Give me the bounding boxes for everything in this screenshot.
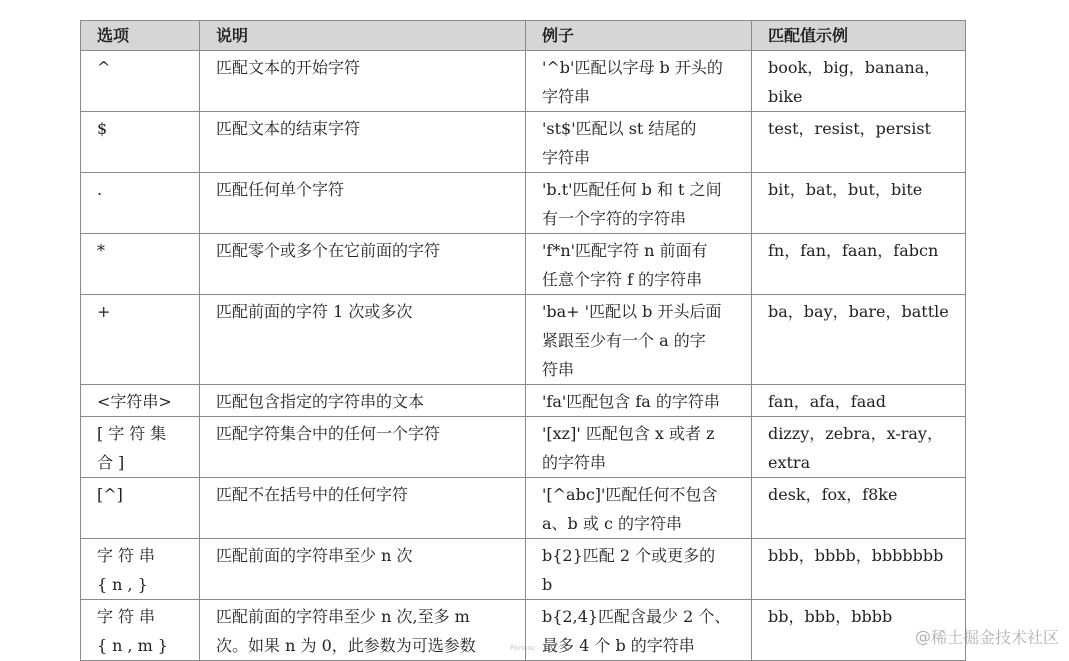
- description-cell: 匹配包含指定的字符串的文本: [200, 385, 526, 417]
- example-cell: '^b'匹配以字母 b 开头的 字符串: [526, 51, 752, 112]
- watermark-text: 稀土掘金技术社区: [930, 628, 1059, 647]
- table-row: [81, 112, 966, 173]
- table-row: [81, 385, 966, 417]
- description-cell: 匹配前面的字符串至少 n 次,至多 m 次。如果 n 为 0，此参数为可选参数: [200, 600, 526, 661]
- table-row: [81, 478, 966, 539]
- table-row: [81, 539, 966, 600]
- example-cell: '[xz]' 匹配包含 x 或者 z 的字符串: [526, 417, 752, 478]
- option-cell: [字符集 合]: [81, 417, 200, 478]
- description-cell: 匹配零个或多个在它前面的字符: [200, 234, 526, 295]
- header-example: 例子: [526, 21, 752, 51]
- table-row: [81, 417, 966, 478]
- option-cell: 字符串 {n,m}: [81, 600, 200, 661]
- option-cell: <字符串>: [81, 385, 200, 417]
- example-cell: 'f*n'匹配字符 n 前面有 任意个字符 f 的字符串: [526, 234, 752, 295]
- header-description: 说明: [200, 21, 526, 51]
- matches-cell: dizzy，zebra，x-ray， extra: [752, 417, 966, 478]
- matches-cell: test，resist，persist: [752, 112, 966, 173]
- header-match-examples: 匹配值示例: [752, 21, 966, 51]
- matches-cell: fan，afa，faad: [752, 385, 966, 417]
- table-row: [81, 295, 966, 385]
- description-cell: 匹配字符集合中的任何一个字符: [200, 417, 526, 478]
- option-cell: 字符串 {n,}: [81, 539, 200, 600]
- option-cell: $: [81, 112, 200, 173]
- table-row: [81, 173, 966, 234]
- description-cell: 匹配前面的字符串至少 n 次: [200, 539, 526, 600]
- matches-cell: desk，fox，f8ke: [752, 478, 966, 539]
- option-cell: *: [81, 234, 200, 295]
- header-option: 选项: [81, 21, 200, 51]
- matches-cell: bbb，bbbb，bbbbbbb: [752, 539, 966, 600]
- at-icon: @: [914, 627, 931, 646]
- description-cell: 匹配文本的结束字符: [200, 112, 526, 173]
- description-cell: 匹配不在括号中的任何字符: [200, 478, 526, 539]
- matches-cell: book，big，banana， bike: [752, 51, 966, 112]
- example-cell: 'fa'匹配包含 fa 的字符串: [526, 385, 752, 417]
- example-cell: '[^abc]'匹配任何不包含 a、b 或 c 的字符串: [526, 478, 752, 539]
- example-cell: b{2,4}匹配含最少 2 个、 最多 4 个 b 的字符串: [526, 600, 752, 661]
- table-header-row: [81, 21, 966, 51]
- example-cell: b{2}匹配 2 个或更多的 b: [526, 539, 752, 600]
- watermark: [915, 625, 1059, 648]
- matches-cell: fn，fan，faan，fabcn: [752, 234, 966, 295]
- page-mark: Parinac: [510, 644, 536, 652]
- option-cell: +: [81, 295, 200, 385]
- description-cell: 匹配文本的开始字符: [200, 51, 526, 112]
- example-cell: 'b.t'匹配任何 b 和 t 之间 有一个字符的字符串: [526, 173, 752, 234]
- option-cell: [^]: [81, 478, 200, 539]
- matches-cell: bb，bbb，bbbb: [752, 600, 966, 661]
- description-cell: 匹配前面的字符 1 次或多次: [200, 295, 526, 385]
- description-cell: 匹配任何单个字符: [200, 173, 526, 234]
- example-cell: 'st$'匹配以 st 结尾的 字符串: [526, 112, 752, 173]
- regex-table: [80, 20, 966, 661]
- matches-cell: bit，bat，but，bite: [752, 173, 966, 234]
- example-cell: 'ba+ '匹配以 b 开头后面 紧跟至少有一个 a 的字 符串: [526, 295, 752, 385]
- option-cell: .: [81, 173, 200, 234]
- option-cell: ^: [81, 51, 200, 112]
- table-row: [81, 234, 966, 295]
- table-row: [81, 51, 966, 112]
- matches-cell: ba，bay，bare，battle: [752, 295, 966, 385]
